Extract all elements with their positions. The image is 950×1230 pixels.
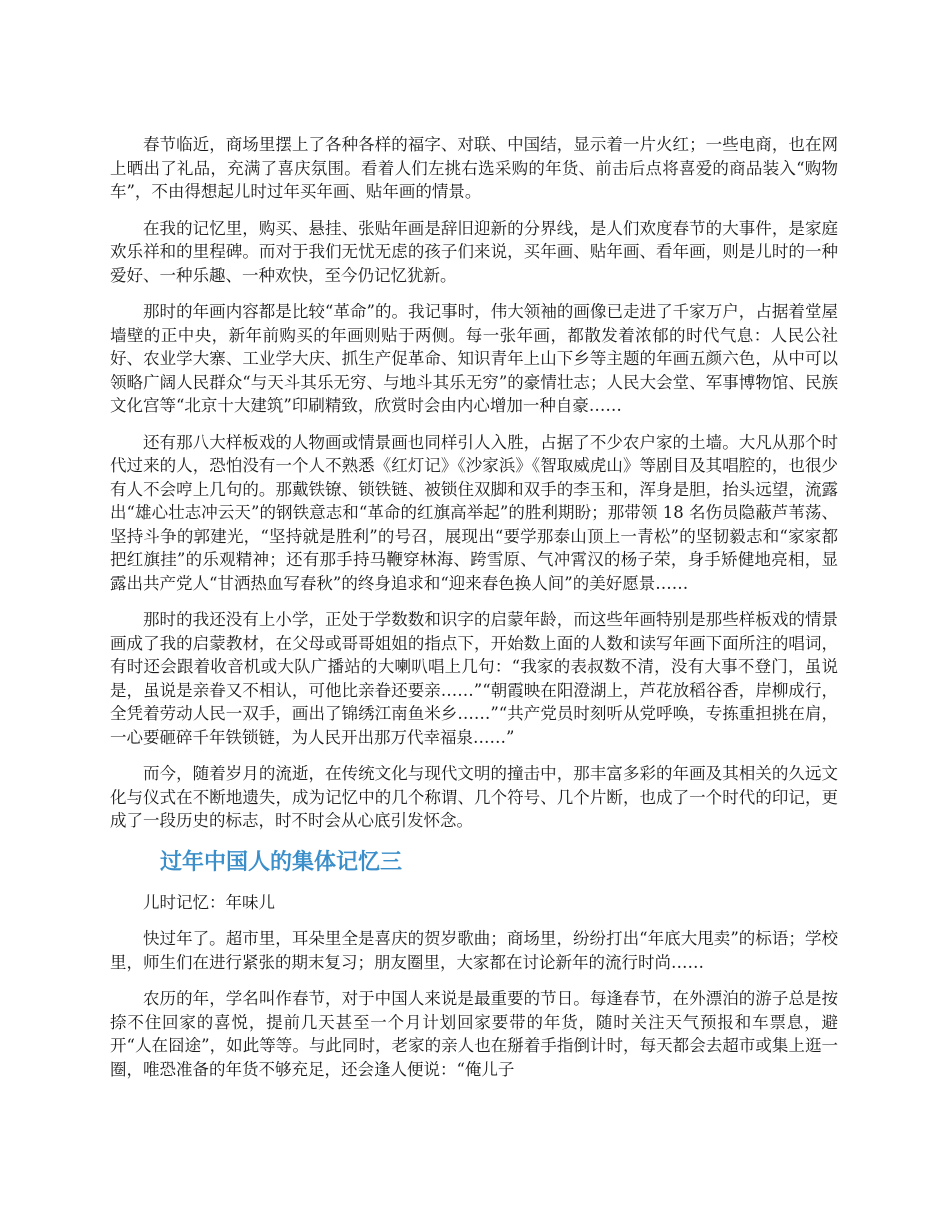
section-subtitle: 儿时记忆：年味儿 bbox=[143, 892, 275, 912]
document-page bbox=[110, 133, 838, 1094]
paragraph-8: 农历的年，学名叫作春节，对于中国人来说是最重要的节日。每逢春节，在外漂泊的游子总是按捺不住回家的喜悦，提前几天甚至一个月计划回家要带的年货，随时关注天气预报和车票息，避开“人在囧途”，如此等等。与此同时，老家的亲人也在掰着手指倒计时，每天都会去超市或集上逛一圈，唯恐准备的年货不够充足，还会逢人便说：“俺儿子 bbox=[110, 989, 838, 1079]
paragraph-7: 快过年了。超市里，耳朵里全是喜庆的贺岁歌曲；商场里，纷纷打出“年底大甩卖”的标语；学校里，师生们在进行紧张的期末复习；朋友圈里，大家都在讨论新年的流行时尚…… bbox=[110, 929, 838, 972]
paragraph-2: 在我的记忆里，购买、悬挂、张贴年画是辞旧迎新的分界线，是人们欢度春节的大事件，是家庭欢乐祥和的里程碑。而对于我们无忧无虑的孩子们来说，买年画、贴年画、看年画，则是儿时的一种爱好、一种乐趣、一种欢快，至今仍记忆犹新。 bbox=[110, 218, 838, 285]
paragraph-1: 春节临近，商场里摆上了各种各样的福字、对联、中国结，显示着一片火红；一些电商，也在网上晒出了礼品，充满了喜庆氛围。看着人们左挑右选采购的年货、前击后点将喜爱的商品装入“购物车”，不由得想起儿时过年买年画、贴年画的情景。 bbox=[110, 135, 838, 201]
paragraph-4: 还有那八大样板戏的人物画或情景画也同样引人入胜，占据了不少农户家的土墙。大凡从那个时代过来的人，恐怕没有一个人不熟悉《红灯记》《沙家浜》《智取威虎山》等剧目及其唱腔的，也很少有人不会哼上几句的。那戴铁镣、锁铁链、被锁住双脚和双手的李玉和，浑身是胆，抬头远望，流露出“雄心壮志冲云天”的钢铁意志和“革命的红旗高举起”的胜利期盼；那带领 18 名伤员隐蔽芦苇荡、坚持斗争的郭建光，“坚持就是胜利”的号召，展现出“要学那泰山顶上一青松”的坚韧毅志和“家家都把红旗挂”的乐观精神；还有那手持马鞭穿林海、跨雪原、气冲霄汉的杨子荣，身手矫健地亮相，显露出共产党人“甘洒热血写春秋”的终身追求和“迎来春色换人间”的美好愿景…… bbox=[110, 432, 838, 593]
paragraph-6: 而今，随着岁月的流逝，在传统文化与现代文明的撞击中，那丰富多彩的年画及其相关的久远文化与仪式在不断地遗失，成为记忆中的几个称谓、几个符号、几个片断，也成了一个时代的印记，更成了一段历史的标志，时不时会从心底引发怀念。 bbox=[110, 764, 838, 830]
paragraph-3: 那时的年画内容都是比较“革命”的。我记事时，伟大领袖的画像已走进了千家万户，占据着堂屋墙壁的正中央，新年前购买的年画则贴于两侧。每一张年画，都散发着浓郁的时代气息：人民公社好、农业学大寨、工业学大庆、抓生产促革命、知识青年上山下乡等主题的年画五颜六色，从中可以领略广阔人民群众“与天斗其乐无穷、与地斗其乐无穷”的豪情壮志；人民大会堂、军事博物馆、民族文化宫等“北京十大建筑”印刷精致，欣赏时会由内心增加一种自豪…… bbox=[110, 302, 838, 415]
paragraph-5: 那时的我还没有上小学，正处于学数数和识字的启蒙年龄，而这些年画特别是那些样板戏的情景画成了我的启蒙教材，在父母或哥哥姐姐的指点下，开始数上面的人数和读写年画下面所注的唱词，有时还会跟着收音机或大队广播站的大喇叭唱上几句：“我家的表叔数不清，没有大事不登门，虽说是，虽说是亲眷又不相认，可他比亲眷还要亲……”“朝霞映在阳澄湖上，芦花放稻谷香，岸柳成行，全凭着劳动人民一双手，画出了锦绣江南鱼米乡……”“共产党员时刻听从党呼唤，专拣重担挑在肩，一心要砸碎千年铁锁链，为人民开出那万代幸福泉……” bbox=[110, 610, 838, 747]
section-heading: 过年中国人的集体记忆三 bbox=[160, 849, 403, 875]
